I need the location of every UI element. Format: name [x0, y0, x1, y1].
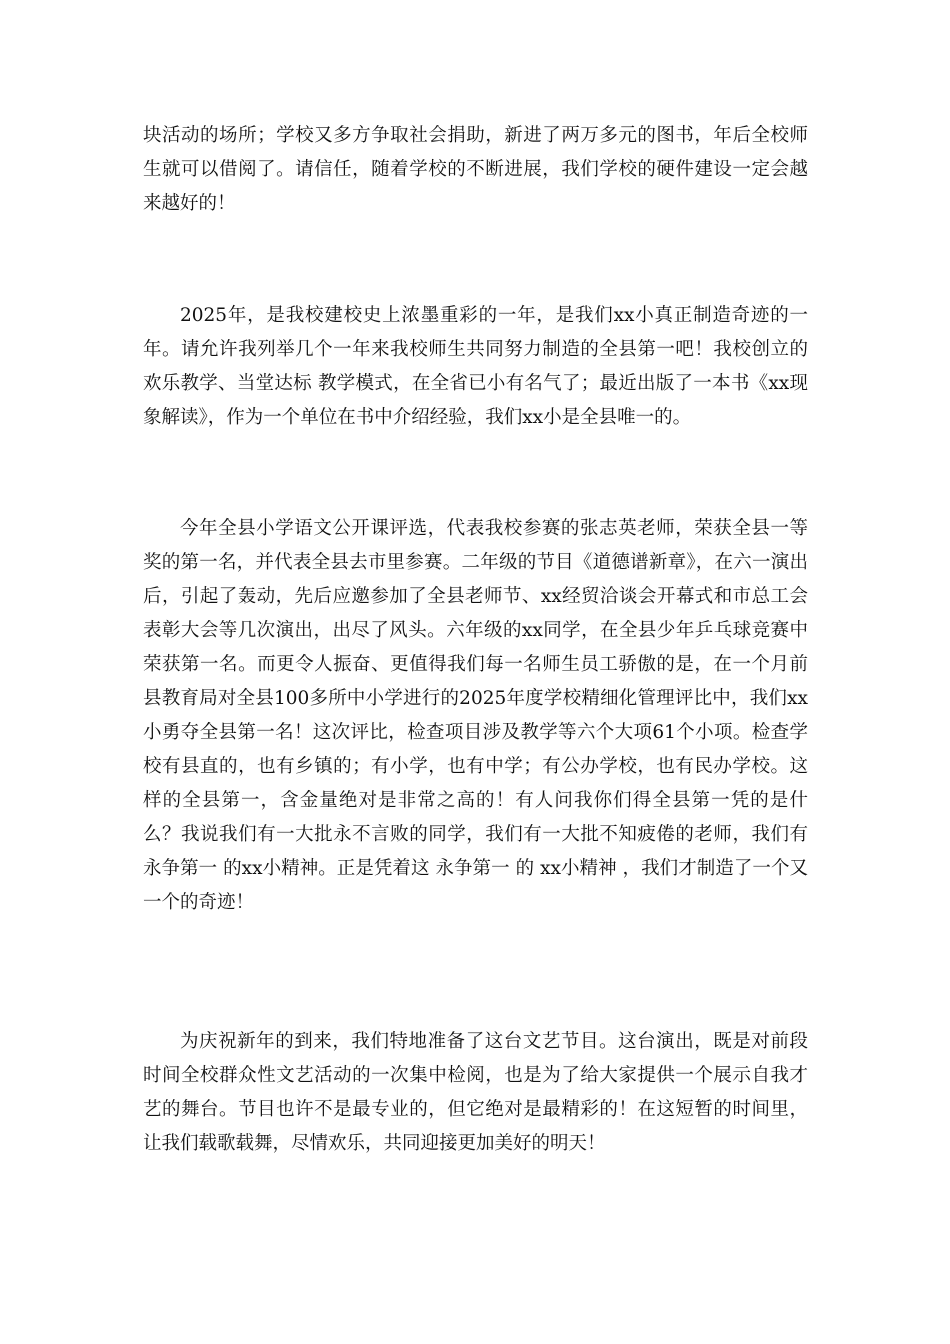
- paragraph-continuation: 块活动的场所；学校又多方争取社会捐助，新进了两万多元的图书，年后全校师生就可以借阅了。请信任，随着学校的不断进展，我们学校的硬件建设一定会越来越好的！: [143, 125, 808, 214]
- paragraph-new-year-show: 为庆祝新年的到来，我们特地准备了这台文艺节目。这台演出，既是对前段时间全校群众性文艺活动的一次集中检阅，也是为了给大家提供一个展示自我才艺的舞台。节目也许不是最专业的，但它绝对是最精彩的！在这短暂的时间里，让我们载歌载舞，尽情欢乐，共同迎接更加美好的明天！: [143, 1031, 808, 1154]
- paragraph-2025-achievements: 2025年，是我校建校史上浓墨重彩的一年，是我们xx小真正制造奇迹的一年。请允许我列举几个一年来我校师生共同努力制造的全县第一吧！我校创立的 欢乐教学、当堂达标 教学模式，在全省已小有名气了；最近出版了一本书《xx现象解读》，作为一个单位在书中介绍经验，我们xx小是全县唯一的。: [143, 305, 808, 428]
- paragraph-county-first: 今年全县小学语文公开课评选，代表我校参赛的张志英老师，荣获全县一等奖的第一名，并代表全县去市里参赛。二年级的节目《道德谱新章》，在六一演出后，引起了轰动，先后应邀参加了全县老师节、xx经贸洽谈会开幕式和市总工会表彰大会等几次演出，出尽了风头。六年级的xx同学，在全县少年乒乓球竞赛中荣获第一名。而更令人振奋、更值得我们每一名师生员工骄傲的是，在一个月前县教育局对全县100多所中小学进行的2025年度学校精细化管理评比中，我们xx小勇夺全县第一名！这次评比，检查项目涉及教学等六个大项61个小项。检查学校有县直的，也有乡镇的；有小学，也有中学；有公办学校，也有民办学校。这样的全县第一，含金量绝对是非常之高的！有人问我你们得全县第一凭的是什么？我说我们有一大批永不言败的同学，我们有一大批不知疲倦的老师，我们有 永争第一 的xx小精神。正是凭着这 永争第一 的 xx小精神 ，我们才制造了一个又一个的奇迹！: [143, 518, 808, 913]
